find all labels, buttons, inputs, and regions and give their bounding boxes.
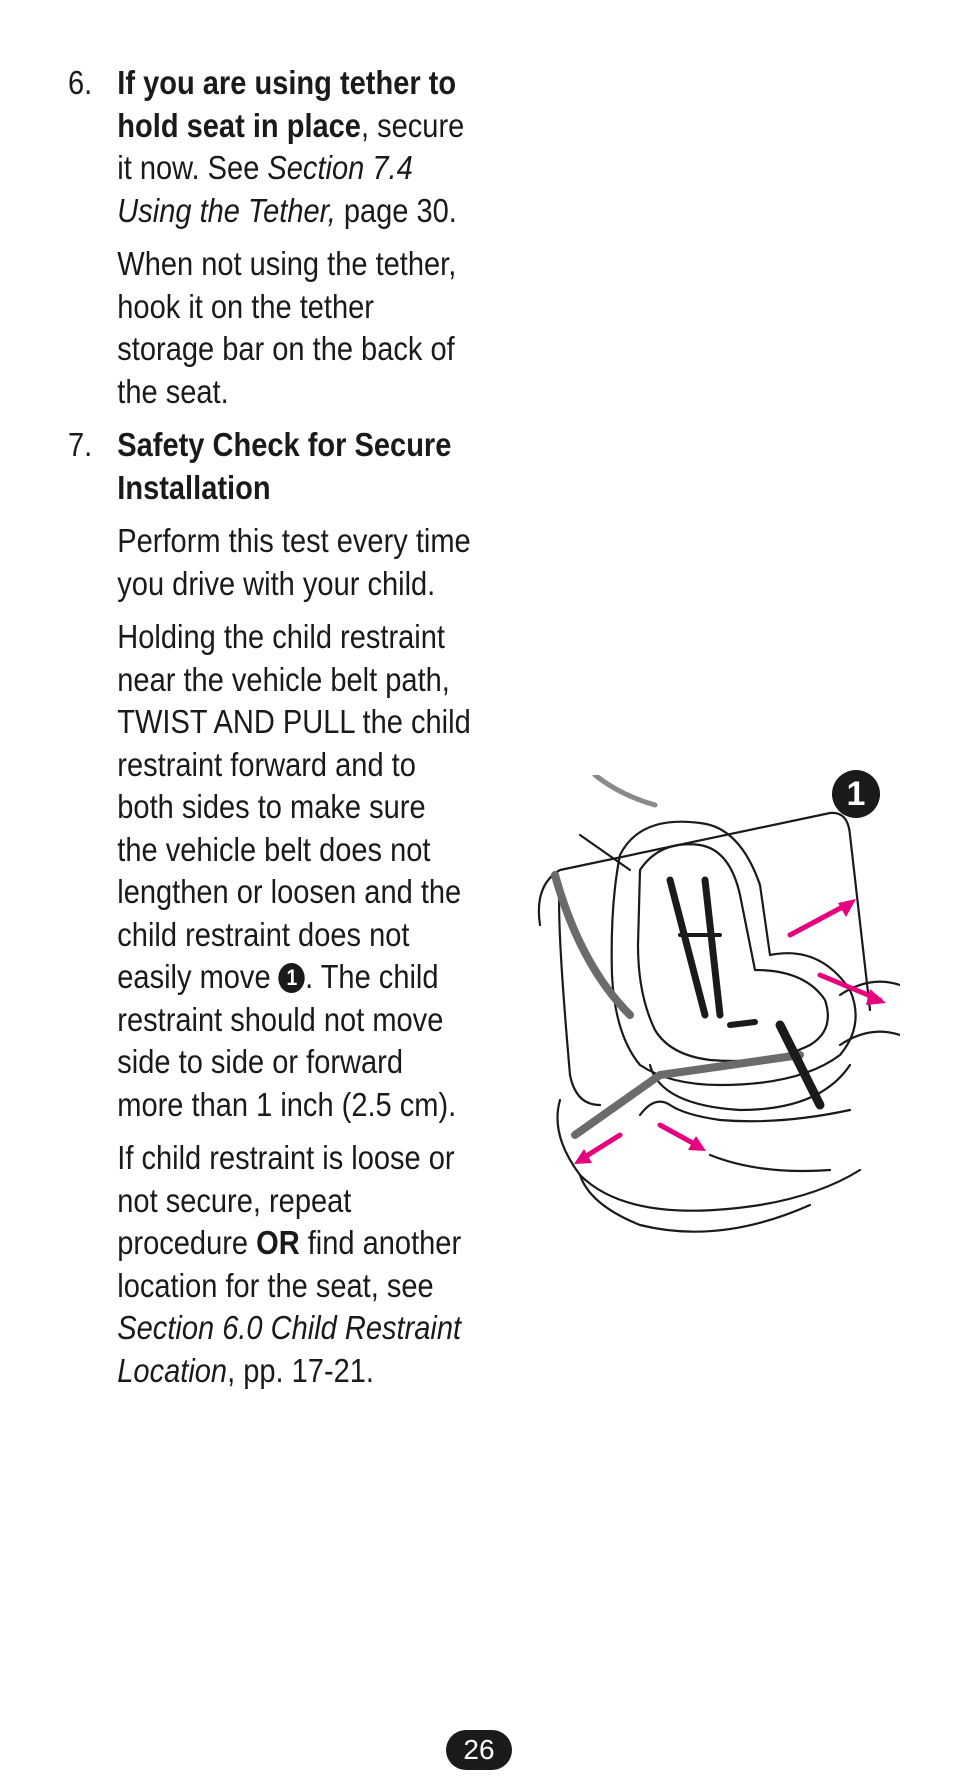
car-seat-illustration [520,775,900,1235]
belt-buckle [730,1022,755,1025]
step-7-paragraph-2 [117,616,473,1126]
step-number: 6. [68,64,93,101]
vehicle-belt [555,875,630,1015]
section-reference: Section 6.0 Child Restraint Location [117,1309,462,1389]
harness-strap [705,880,720,1015]
emphasis-text: OR [256,1224,300,1261]
text-span: page 30. [335,191,457,229]
step-number: 7. [68,426,93,463]
text-span: , secure it now. See [117,106,465,186]
text-span: . The child restraint should not move side to side or forward more than 1 inch (2.5 cm). [117,958,457,1123]
section-reference: Section 7.4 Using the Tether, [117,149,413,229]
harness-strap [670,880,705,1015]
step-6-paragraph-1 [117,62,473,232]
vehicle-seat-front [580,1175,810,1232]
step-7-paragraph-3 [117,1137,473,1392]
car-seat-inner [638,844,828,1061]
text-span: , pp. 17-21. [227,1351,374,1389]
step-7 [68,424,473,1403]
vehicle-buckle [780,1025,820,1105]
arrow-head [866,989,886,1005]
instruction-text [68,62,473,1403]
figure-badge: 1 [832,770,880,818]
tether-strap [595,775,655,805]
page-number: 26 [446,1730,512,1770]
vehicle-lap-belt [575,1055,800,1135]
vehicle-seat-back [539,813,870,1010]
bottom-arm [710,1155,830,1171]
figure-reference-badge: 1 [279,963,305,993]
step-body [117,62,473,424]
step-7-paragraph-1: Perform this test every time you drive with your child. [117,522,471,602]
text-span: If child restraint is loose or not secure, repeat procedure [117,1139,455,1261]
step-6-lead: If you are using tether to hold seat in place [117,64,457,144]
text-span: find another location for the seat, see [117,1224,462,1304]
step-body [117,424,473,1403]
step-6 [68,62,473,424]
step-7-heading [117,424,473,509]
text-span: Holding the child restraint near the vehicle belt path, TWIST AND PULL the child restraint forward and to both sides to make sure the vehicle belt does not lengthen or loosen and the child restraint does not easily move [117,618,471,995]
step-6-paragraph-2: When not using the tether, hook it on the tether storage bar on the back of the seat. [117,245,457,410]
heading-text: Safety Check for Secure Installation [117,426,452,506]
